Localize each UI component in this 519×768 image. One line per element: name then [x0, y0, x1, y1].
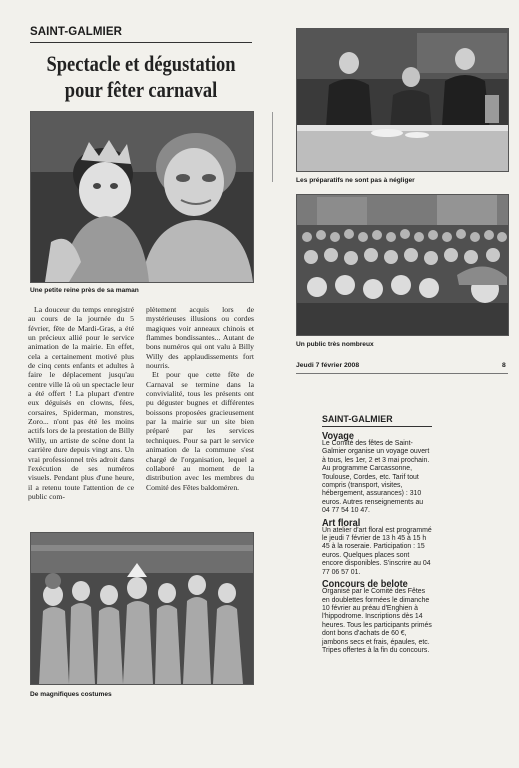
- notice-title-voyage: Voyage: [322, 430, 354, 441]
- notice-title-art-floral: Art floral: [322, 516, 361, 528]
- kicker-rule: [30, 42, 252, 43]
- photo-little-queen: [30, 111, 254, 283]
- photo-costumes: [30, 532, 254, 685]
- photo-public-image: [297, 195, 508, 335]
- article-column-1: [28, 305, 134, 501]
- caption-public: Un public très nombreux: [296, 341, 374, 348]
- page-date: Jeudi 7 février 2008: [296, 362, 360, 369]
- photo-little-queen-image: [31, 112, 253, 282]
- article-headline: [30, 52, 252, 104]
- photo-preparations-image: [297, 29, 508, 171]
- date-rule: [296, 373, 508, 374]
- notice-body-belote: Organisé par le Comité des Fêtes en doublettes formées le dimanche 10 février au préau d'Enghien à l'hippodrome. Inscriptions dès 14 heures. Tous les participants primés dont bons d'achats de 60 €, jambons secs et frais, épaules, etc. Tripes offertes à la fin du concours.: [322, 588, 432, 654]
- notices-column: [322, 414, 432, 655]
- notices-kicker: SAINT-GALMIER: [322, 414, 393, 424]
- col2-paragraph: Et pour que cette fête de Carnaval se termine dans la convivialité, tous les présents ont pu déguster bugnes et différentes boissons proposées gracieusement par la mairie sur un site bien préparé par les services techniques. Pour sa part le service animation de la commune s'est chargé de l'organisation, lequel a collaboré au moment de la distribution avec les membres du Comité des Fêtes baldoméren.: [146, 370, 254, 492]
- col1-paragraph: La douceur du temps enregistré au cours de la journée du 5 février, fête de Mardi-Gras, a été un précieux allié pour le service animation de la mairie. En effet, cela a certainement motivé plus de cinq cents enfants et adultes à faire le déplacement jusqu'au centre ville là où un spectacle leur a été offert ! La plupart d'entre eux déguisés en clowns, fées, corsaires, Spiderman, monstres, Zoro... n'ont pas été les moins actifs lors de la prestation de Billy Willy, un artiste de scène dont la carrière dure depuis vingt ans. Un vrai professionnel très adroit dans l'exécution de ses numéros visuels. Pendant plus d'une heure, il a retenu toute l'attention de ce public com-: [28, 305, 134, 501]
- headline-line-1: Spectacle et dégustation: [46, 53, 236, 77]
- col2-paragraph: plètement acquis lors de mystérieuses illusions ou cordes magiques voir anneaux chinois et flammes bondissantes... Autant de bons numéros qui ont valu à Billy Willy des applaudissements fort nourris.: [146, 305, 254, 371]
- notice-body-voyage: Le Comité des fêtes de Saint-Galmier organise un voyage ouvert à tous, les 1er, 2 et 3 mai prochain. Au programme Carcassonne, Toulouse, Cordes, etc. Tarif tout compris (transport, visites, hébergement, assurances) : 310 euros. Autres renseignements au 04 77 54 10 47.: [322, 440, 430, 515]
- photo-preparations: [296, 28, 509, 172]
- article-column-2: [146, 305, 254, 492]
- photo-public: [296, 194, 509, 336]
- caption-preparations: Les préparatifs ne sont pas à négliger: [296, 177, 415, 184]
- caption-queen: Une petite reine près de sa maman: [30, 287, 139, 294]
- vertical-rule: [272, 112, 273, 182]
- notice-body-art-floral: Un atelier d'art floral est programmé le jeudi 7 février de 13 h 45 à 15 h 45 à la roseraie. Participation : 15 euros. Quelques places sont encore disponibles. S'inscrire au 04 77 06 57 01.: [322, 526, 432, 576]
- notice-title-belote: Concours de belote: [322, 578, 408, 590]
- notices-rule: [322, 426, 432, 427]
- page-number: 8: [502, 362, 506, 369]
- article-kicker: SAINT-GALMIER: [30, 26, 123, 38]
- photo-costumes-image: [31, 533, 253, 684]
- caption-costumes: De magnifiques costumes: [30, 691, 112, 698]
- headline-line-2: pour fêter carnaval: [64, 79, 218, 103]
